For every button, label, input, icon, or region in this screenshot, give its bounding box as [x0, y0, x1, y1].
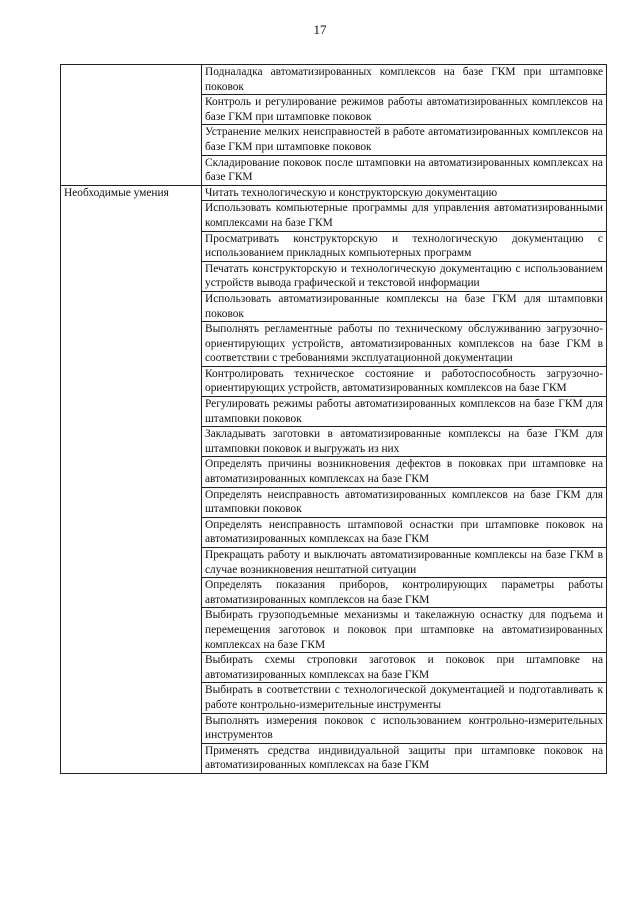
skill-cell: Определять неисправность штамповой оснастки при штамповке поковок на автоматизированных комплексах на базе ГКМ: [202, 517, 607, 547]
skill-cell: Закладывать заготовки в автоматизированные комплексы на базе ГКМ для штамповки поковок и выгружать из них: [202, 427, 607, 457]
skill-cell: Контролировать техническое состояние и работоспособность загрузочно-ориентирующих устройств, автоматизированных комплексов на базе ГКМ: [202, 366, 607, 396]
skill-cell: Выбирать в соответствии с технологической документацией и подготавливать к работе контрольно-измерительные инструменты: [202, 683, 607, 713]
skill-cell: Регулировать режимы работы автоматизированных комплексов на базе ГКМ для штамповки поковок: [202, 397, 607, 427]
skill-cell: Читать технологическую и конструкторскую документацию: [202, 185, 607, 201]
continued-label-cell: [61, 65, 202, 186]
skill-cell: Использовать компьютерные программы для управления автоматизированными комплексами на базе ГКМ: [202, 201, 607, 231]
skill-cell: Выполнять регламентные работы по техническому обслуживанию загрузочно-ориентирующих устройств, автоматизированных комплексов на базе ГКМ в соответствии с требованиями эксплуатационной документации: [202, 322, 607, 367]
skill-cell: Просматривать конструкторскую и технологическую документацию с использованием прикладных компьютерных программ: [202, 231, 607, 261]
skill-cell: Определять показания приборов, контролирующих параметры работы автоматизированных комплексов на базе ГКМ: [202, 578, 607, 608]
skill-cell: Определять неисправность автоматизированных комплексов на базе ГКМ для штамповки поковок: [202, 487, 607, 517]
skill-cell: Применять средства индивидуальной защиты при штамповке поковок на автоматизированных комплексах на базе ГКМ: [202, 743, 607, 773]
table-body: [61, 65, 607, 774]
table-row: [61, 65, 607, 95]
job-functions-table: [60, 64, 607, 774]
labor-action-cell: Контроль и регулирование режимов работы автоматизированных комплексов на базе ГКМ при штамповке поковок: [202, 95, 607, 125]
labor-action-cell: Подналадка автоматизированных комплексов на базе ГКМ при штамповке поковок: [202, 65, 607, 95]
labor-action-cell: Складирование поковок после штамповки на автоматизированных комплексах на базе ГКМ: [202, 155, 607, 185]
skill-cell: Выбирать грузоподъемные механизмы и такелажную оснастку для подъема и перемещения заготовок и поковок при штамповке на автоматизированных комплексах на базе ГКМ: [202, 608, 607, 653]
skill-cell: Выполнять измерения поковок с использованием контрольно-измерительных инструментов: [202, 713, 607, 743]
skill-cell: Использовать автоматизированные комплексы на базе ГКМ для штамповки поковок: [202, 291, 607, 321]
page-number: 17: [313, 22, 327, 37]
skill-cell: Прекращать работу и выключать автоматизированные комплексы на базе ГКМ в случае возникновения нештатной ситуации: [202, 548, 607, 578]
labor-action-cell: Устранение мелких неисправностей в работе автоматизированных комплексов на базе ГКМ при штамповке поковок: [202, 125, 607, 155]
section-label-required-skills: Необходимые умения: [61, 185, 202, 773]
table-row: [61, 185, 607, 201]
skill-cell: Определять причины возникновения дефектов в поковках при штамповке на автоматизированных комплексах на базе ГКМ: [202, 457, 607, 487]
skill-cell: Выбирать схемы строповки заготовок и поковок при штамповке на автоматизированных комплексах на базе ГКМ: [202, 653, 607, 683]
skill-cell: Печатать конструкторскую и технологическую документацию с использованием устройств вывода графической и текстовой информации: [202, 261, 607, 291]
